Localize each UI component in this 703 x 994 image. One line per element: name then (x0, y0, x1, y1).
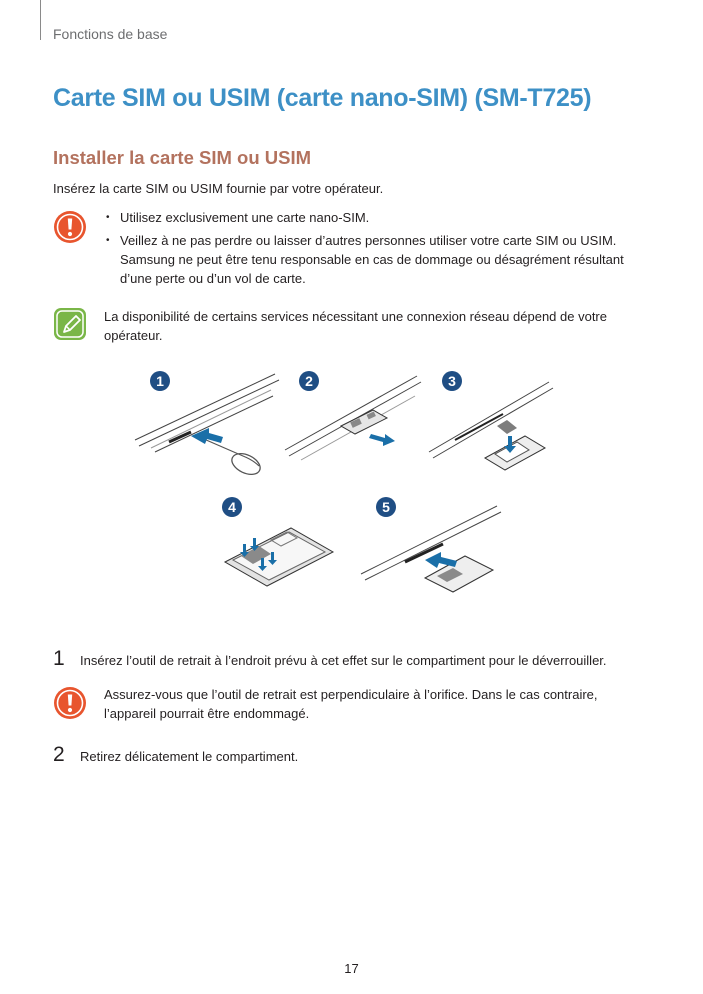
step-badge (222, 497, 242, 517)
svg-text:4: 4 (228, 499, 236, 515)
step-badge (442, 371, 462, 391)
note-text: La disponibilité de certains services nécessitant une connexion réseau dépend de votre opérateur. (104, 309, 607, 343)
warning-icon (53, 210, 87, 244)
svg-text:3: 3 (448, 373, 456, 389)
step-badge (299, 371, 319, 391)
warning-bullet: • Utilisez exclusivement une carte nano-SIM. (106, 208, 651, 227)
illustration-step-3 (429, 382, 553, 470)
svg-text:5: 5 (382, 499, 390, 515)
warning-bullet: • Veillez à ne pas perdre ou laisser d’autres personnes utiliser votre carte SIM ou USIM. Samsung ne peut être tenu responsable en cas de dommage ou désagrément résultant d’une perte ou d’un vol de carte. (106, 231, 651, 288)
page-number: 17 (344, 961, 359, 976)
step-badge (376, 497, 396, 517)
section-header: Fonctions de base (53, 26, 168, 42)
step-badge (150, 371, 170, 391)
step-text: Retirez délicatement le compartiment. (80, 749, 299, 764)
sim-tray-illustration (125, 362, 555, 602)
step1-warning-text: Assurez-vous que l’outil de retrait est perpendiculaire à l’orifice. Dans le cas contraire, l’appareil pourrait être endommagé. (104, 687, 598, 721)
svg-text:2: 2 (305, 373, 313, 389)
warning-bullet-list (106, 208, 651, 292)
note-pencil-icon (53, 307, 87, 341)
step-number: 2 (53, 743, 65, 766)
section-subtitle: Installer la carte SIM ou USIM (53, 147, 312, 168)
page-title: Carte SIM ou USIM (carte nano-SIM) (SM-T725) (53, 84, 592, 112)
header-rule (40, 0, 41, 40)
svg-text:1: 1 (156, 373, 164, 389)
warning-icon (53, 686, 87, 720)
illustration-step-4 (225, 528, 333, 586)
illustration-step-5 (361, 506, 501, 592)
step-number: 1 (53, 647, 65, 670)
step-text: Insérez l’outil de retrait à l’endroit prévu à cet effet sur le compartiment pour le déverrouiller. (80, 653, 607, 668)
intro-text: Insérez la carte SIM ou USIM fournie par votre opérateur. (53, 181, 384, 196)
